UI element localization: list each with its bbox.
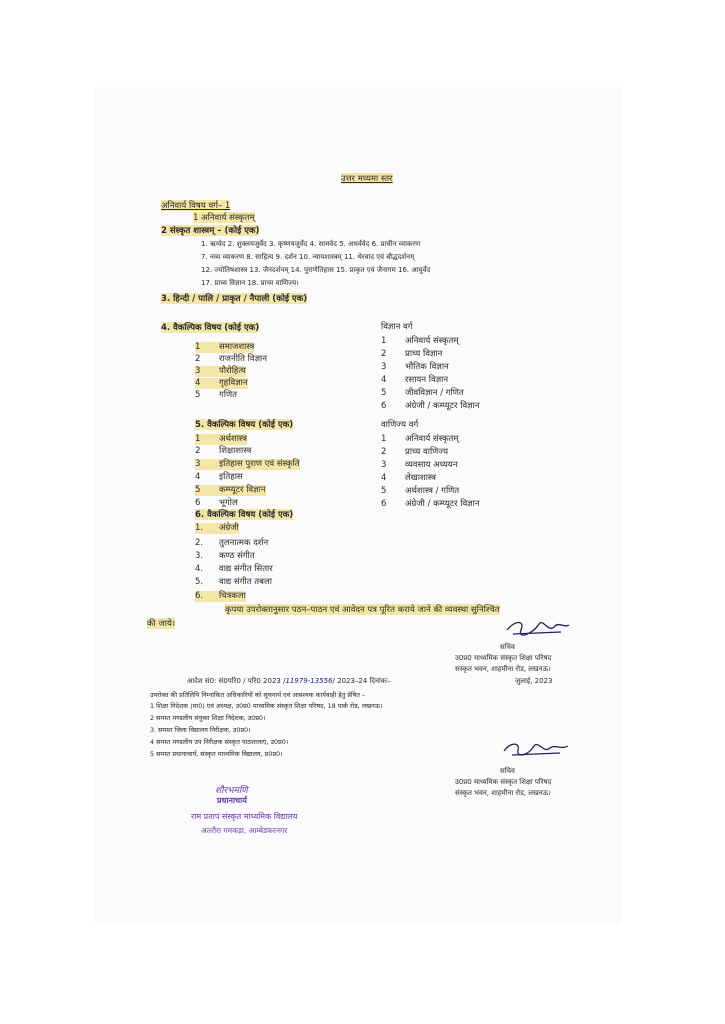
list-item: 6. चित्रकला	[195, 591, 246, 601]
list-item: 1 अनिवार्य संस्कृतम्	[381, 434, 459, 444]
secretary-signature	[500, 736, 572, 760]
list-item: 3 व्यवसाय अध्ययन	[381, 460, 458, 470]
order-number: 11979-13556	[285, 677, 333, 685]
science-heading: विज्ञान वर्ग	[381, 322, 413, 332]
signature1-address: संस्कृत भवन, शाहमीना रोड, लखनऊ।	[455, 665, 551, 673]
document-page	[95, 88, 620, 923]
signature2-org: उ0प्र0 माध्यमिक संस्कृत शिक्षा परिषद	[455, 778, 552, 786]
signature1-org: उ0प्र0 माध्यमिक संस्कृत शिक्षा परिषद	[455, 654, 552, 662]
list-item: 1. अंग्रेजी	[195, 523, 239, 533]
group4-heading: 4. वैकल्पिक विषय (कोई एक)	[161, 323, 260, 333]
list-item: 4 इतिहास	[195, 472, 243, 482]
sanskrit-line-1: 1. ऋग्वेद 2. शुक्लयजुर्वेद 3. कृष्णयजुर्वेद 4. सामवेद 5. अथर्ववेद 6. प्राचीन व्याकरण	[201, 240, 421, 248]
list-item: 3 इतिहास पुराण एवं संस्कृति	[195, 459, 300, 469]
list-item: 5 जीवविज्ञान / गणित	[381, 388, 464, 398]
list-item: 1 समाजशास्त्र	[195, 342, 255, 352]
sanskrit-heading: 2 संस्कृत शास्त्रम् – (कोई एक)	[161, 226, 260, 236]
list-item: 3. कण्ठ संगीत	[195, 551, 255, 561]
copy-item: 2 समस्त मण्डलीय संयुक्त शिक्षा निदेशक, उ0प्र0।	[150, 714, 266, 722]
sanskrit-line-3: 12. ज्योतिषशास्त्र 13. जैनदर्शनम् 14. पुराणेतिहास 15. प्राकृत एवं जैनागम 16. आयुर्वेद	[201, 266, 431, 274]
list-item: 1 अर्थशास्त्र	[195, 434, 247, 444]
list-item: 4. वाद्य संगीत सितार	[195, 564, 273, 574]
group5-heading: 5. वैकल्पिक विषय (कोई एक)	[195, 420, 294, 430]
signature2-address: संस्कृत भवन, शाहमीना रोड, लखनऊ।	[455, 789, 551, 797]
sanskrit-line-4: 17. प्राच्य विज्ञान 18. प्राच्य वाणिज्य।	[201, 279, 299, 287]
list-item: 6 भूगोल	[195, 498, 238, 508]
order-date: जुलाई, 2023	[515, 677, 553, 685]
commerce-heading: वाणिज्य वर्ग	[381, 420, 419, 430]
page-title: उत्तर मध्यमा स्तर	[341, 174, 393, 184]
compulsory-item-1: 1 अनिवार्य संस्कृतम्	[193, 213, 255, 223]
stamp-designation: प्रधानाचार्य	[217, 795, 247, 805]
principal-signature: शौरभमणि	[215, 786, 248, 796]
copy-item: 4 समस्त मण्डलीय उप निरीक्षक संस्कृत पाठशालाएं, उ0प्र0।	[150, 738, 289, 746]
list-item: 2 राजनीति विज्ञान	[195, 354, 267, 364]
sanskrit-line-2: 7. नव्य व्याकरण 8. साहित्य 9. दर्शन 10. न्यायशास्त्रम् 11. थेरवाद एवं बौद्धदर्शनम्	[201, 253, 415, 261]
signature1-title: सचिव	[500, 643, 515, 651]
list-item: 6 अंग्रेजी / कम्प्यूटर विज्ञान	[381, 499, 480, 509]
list-item: 6 अंग्रेजी / कम्प्यूटर विज्ञान	[381, 401, 480, 411]
list-item: 2 शिक्षाशास्त्र	[195, 446, 252, 456]
instruction-line-2: की जाये।	[147, 619, 176, 629]
list-item: 3 पौरोहित्य	[195, 366, 246, 376]
copy-item: 1 शिक्षा निदेशक (मा0) एवं अध्यक्ष, उ0प्र0 माध्यमिक संस्कृत शिक्षा परिषद, 18 पार्क रोड, लखनऊ।	[150, 702, 383, 710]
instruction-line-1: कृपया उपरोक्तानुसार पठन–पाठन एवं आवेदन पत्र पूरित कराये जाने की व्यवस्था सुनिश्चित	[225, 605, 500, 615]
stamp-place: अतरौरा गमकड़ा, आम्बेडकरनगर	[201, 826, 288, 835]
list-item: 2 प्राच्य विज्ञान	[381, 349, 443, 359]
list-item: 5 कम्प्यूटर विज्ञान	[195, 485, 266, 495]
signature2-title: सचिव	[500, 767, 515, 775]
list-item: 5. वाद्य संगीत तबला	[195, 577, 272, 587]
list-item: 5 अर्थशास्त्र / गणित	[381, 486, 460, 496]
stamp-school: राम प्रताप संस्कृत माध्यमिक विद्यालय	[191, 812, 298, 821]
list-item: 4 लेखाशास्त्र	[381, 473, 436, 483]
order-line: आदेश सं0: सं0परि0 / परि0 2023 /11979-13556/ 2023–24 दिनांकः–	[187, 677, 392, 685]
list-item: 3 भौतिक विज्ञान	[381, 362, 449, 372]
copy-item: 3. समस्त जिला विद्यालय निरीक्षक, उ0प्र0।	[150, 726, 251, 734]
language-option: 3. हिन्दी / पालि / प्राकृत / नैपाली (कोई एक)	[161, 294, 308, 304]
group6-heading: 6. वैकल्पिक विषय (कोई एक)	[195, 510, 294, 520]
copy-item: 5 समस्त प्रधानाचार्य, संस्कृत माध्यमिक विद्यालय, प्र0प्र0।	[150, 750, 283, 758]
list-item: 2 प्राच्य वाणिज्य	[381, 447, 449, 457]
copy-intro: उपरोक्त की प्रतिलिपि निम्नांकित अधिकारियों को सूचनार्थ एवं आवश्यक कार्यवाही हेतु प्रेषित –	[150, 691, 366, 699]
list-item: 4 गृहविज्ञान	[195, 378, 248, 388]
compulsory-heading: अनिवार्य विषय वर्ग– 1	[161, 201, 231, 211]
list-item: 5 गणित	[195, 390, 237, 400]
secretary-signature	[503, 616, 573, 640]
list-item: 4 रसायन विज्ञान	[381, 375, 449, 385]
list-item: 1 अनिवार्य संस्कृतम्	[381, 336, 459, 346]
list-item: 2. तुलनात्मक दर्शन	[195, 538, 269, 548]
